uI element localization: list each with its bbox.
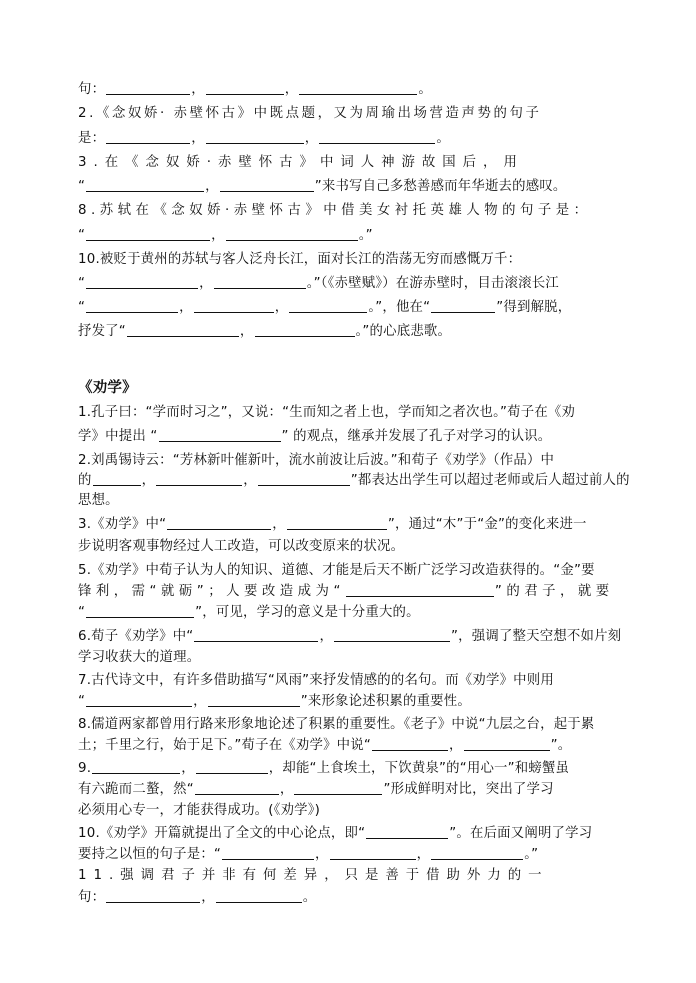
text-line: 学习收获大的道理。 — [78, 650, 201, 665]
text-line: 6.荀子《劝学》中“ ， ”，强调了整天空想不如片刻 — [78, 629, 622, 644]
text-line: 锋利，需“就砺”；人要改造成为“ ”的君子，就要 — [78, 584, 614, 599]
blank — [222, 845, 314, 860]
blank — [86, 298, 178, 313]
blank — [106, 80, 190, 95]
text-line: “ ， 。”（《赤壁赋》）在游赤壁时，目击滚滚长江 — [78, 276, 559, 291]
text-line: 土；千里之行，始于足下。”荀子在《劝学》中说“ ， ”。 — [78, 738, 572, 753]
text-line: 9. ， ，却能“上食埃土，下饮黄泉”的“用心一”和螃蟹虽 — [78, 761, 570, 776]
blank — [346, 582, 494, 597]
text-line: 要持之以恒的句子是：“ ， ， 。” — [78, 847, 539, 862]
blank — [319, 129, 435, 144]
text-line: 步说明客观事物经过人工改造，可以改变原来的状况。 — [78, 539, 405, 554]
blank — [86, 692, 192, 707]
blank — [86, 603, 194, 618]
text-line: 3.在《念奴娇·赤壁怀古》中词人神游故国后，用 — [78, 155, 524, 170]
text-line: 句： ， 。 — [78, 890, 317, 905]
text-line: 句： ， ， 。 — [78, 82, 432, 97]
text-line: 思想。 — [78, 493, 119, 508]
blank — [220, 177, 314, 192]
blank — [92, 759, 180, 774]
text-line: “ ， ， 。”，他在“ ”得到解脱， — [78, 300, 572, 315]
blank — [167, 515, 271, 530]
blank — [431, 298, 495, 313]
blank — [86, 226, 210, 241]
blank — [86, 177, 204, 192]
text-line: 10.被贬于黄州的苏轼与客人泛舟长江，面对长江的浩荡无穷而感慨万千： — [78, 252, 522, 267]
text-line: 是： ， ， 。 — [78, 131, 450, 146]
text-line: 11.强调君子并非有何差异，只是善于借助外力的一 — [78, 868, 549, 883]
section-heading: 《劝学》 — [78, 380, 137, 396]
text-line: 抒发了“ ， 。”的心底悲歌。 — [78, 324, 452, 339]
blank — [214, 274, 306, 289]
blank — [196, 759, 268, 774]
blank — [294, 780, 382, 795]
blank — [206, 129, 304, 144]
text-line: 必须用心专一，才能获得成功。(《劝学》) — [78, 803, 321, 818]
blank — [366, 824, 448, 839]
text-line: 的 ， ， ”都表达出学生可以超过老师或后人超过前人的 — [78, 473, 630, 488]
blank — [258, 471, 350, 486]
blank — [330, 845, 416, 860]
blank — [287, 515, 387, 530]
text-line: 8.儒道两家都曾用行路来形象地论述了积累的重要性。《老子》中说“九层之台，起于累 — [78, 717, 595, 732]
blank — [194, 298, 274, 313]
blank — [93, 471, 141, 486]
text-line: 5.《劝学》中荀子认为人的知识、道德、才能是后天不断广泛学习改造获得的。“金”要 — [78, 563, 595, 578]
text-line: 3.《劝学》中“ ， ”，通过“木”于“金”的变化来进一 — [78, 517, 587, 532]
blank — [216, 888, 302, 903]
blank — [289, 298, 367, 313]
blank — [334, 627, 450, 642]
blank — [159, 427, 281, 442]
blank — [86, 274, 198, 289]
text-line: 8.苏轼在《念奴娇·赤壁怀古》中借美女衬托英雄人物的句子是： — [78, 203, 592, 218]
text-line: 2.刘禹锡诗云：“芳林新叶催新叶，流水前波让后波。”和荀子《劝学》（作品）中 — [78, 453, 555, 468]
blank — [195, 780, 279, 795]
text-line: “ ， ”来书写自己多愁善感而年华逝去的感叹。 — [78, 179, 567, 194]
blank — [372, 736, 448, 751]
text-line: “ ， 。” — [78, 228, 373, 243]
text-line: “ ”，可见，学习的意义是十分重大的。 — [78, 605, 420, 620]
blank — [106, 888, 200, 903]
blank — [206, 80, 284, 95]
blank — [194, 627, 318, 642]
text-line: 2.《念奴娇· 赤壁怀古》中既点题，又为周瑜出场营造声势的句子 — [78, 106, 542, 121]
blank — [156, 471, 242, 486]
text-line: 学》中提出 “ ” 的观点，继承并发展了孔子对学习的认识。 — [78, 429, 552, 444]
blank — [208, 692, 300, 707]
blank — [226, 226, 358, 241]
blank — [464, 736, 550, 751]
text-line: 10.《劝学》开篇就提出了全文的中心论点，即“ ”。在后面又阐明了学习 — [78, 826, 593, 841]
blank — [106, 129, 190, 144]
blank — [127, 322, 239, 337]
text-line: 有六跪而二螯，然“ ， ”形成鲜明对比，突出了学习 — [78, 782, 554, 797]
text-line: “ ， ”来形象论述积累的重要性。 — [78, 694, 471, 709]
text-line: 1.孔子曰：“学而时习之”，又说：“生而知之者上也，学而知之者次也。”荀子在《劝 — [78, 405, 576, 420]
blank — [299, 80, 417, 95]
blank — [255, 322, 355, 337]
text-line: 7.古代诗文中，有许多借助描写“风雨”来抒发情感的的名句。而《劝学》中则用 — [78, 673, 554, 688]
blank — [431, 845, 523, 860]
